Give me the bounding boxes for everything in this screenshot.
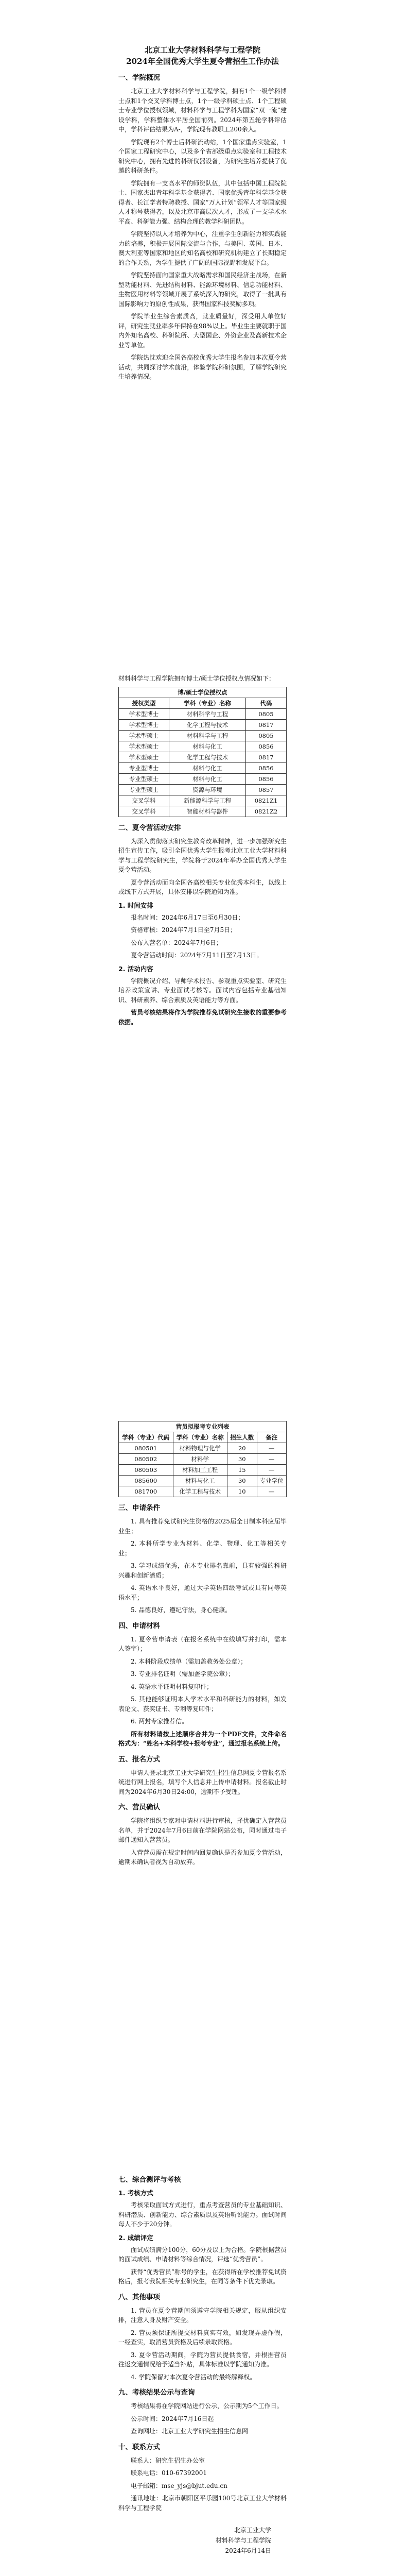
paragraph: 2. 本科阶段成绩单（需加盖教务处公章）；: [131, 1657, 247, 1665]
table-cell: 材料与化工: [169, 741, 246, 752]
section-heading-confirmation: 六、营员确认: [118, 1803, 160, 1811]
table-row: [119, 795, 287, 806]
table-cell: 15: [227, 1465, 257, 1476]
table-cell: 081700: [119, 1486, 173, 1497]
table-cell: 学术型硕士: [119, 752, 169, 762]
table-title: 博/硕士学位授权点: [119, 687, 287, 698]
paragraph: 4. 英语水平证明材料复印件；: [131, 1683, 213, 1690]
paragraph: 学院拥有一支高水平的师资队伍，其中包括中国工程院院士、国家杰出青年科学基金获得者、国家优秀青年科学基金获得者、长江学者特聘教授、国家“万人计划”领军人才等国家级人才称号获得者，以及北京市高层次人才，形成了一支学术水平高、科研能力强、结构合理的教学科研团队。: [118, 179, 287, 225]
table-row: [119, 784, 287, 795]
contact-line: 联系电话：010-67392001: [131, 2469, 207, 2477]
table-cell: 10: [227, 1486, 257, 1497]
table-cell: 新能源科学与工程: [169, 795, 246, 806]
paragraph: 学院热忱欢迎全国各高校优秀大学生报名参加本次夏令营活动，共同探讨学术前沿，体验学院科研氛围，了解学院研究生培养情况。: [118, 354, 287, 380]
list-item: 资格审核：2024年7月1日至7月5日；: [131, 926, 237, 934]
document-sheet-4: [0, 2148, 405, 2576]
paragraph: 公示时间：2024年7月16日起: [131, 2415, 214, 2422]
table-cell: 080503: [119, 1465, 173, 1476]
table-row: [119, 741, 287, 752]
paragraph: 6. 两封专家推荐信。: [131, 1718, 188, 1725]
table-row: [119, 1443, 287, 1454]
table-cell: 交叉学科: [119, 806, 169, 817]
paragraph: 学院概况介绍、导师学术报告、参观重点实验室、研究生培养政策宣讲、专业面试考核等。面试内容包括专业基础知识、科研素养、综合素质及英语能力等方面。: [118, 977, 287, 1004]
paragraph: 获得“优秀营员”称号的学生，在获得所在学校推荐免试资格后，报考我院相关专业研究生，在同等条件下优先录取。: [118, 2268, 287, 2285]
table-cell: 化学工程与技术: [169, 752, 246, 762]
contact-line: 电子邮箱：mse_yjs@bjut.edu.cn: [131, 2482, 227, 2489]
section-heading-camp-arrangement: 二、夏令营活动安排: [118, 823, 181, 832]
major-list-table: [118, 1421, 287, 1497]
table-header: 备注: [257, 1432, 286, 1443]
table-cell: —: [257, 1465, 286, 1476]
paragraph: 5. 其他能够证明本人学术水平和科研能力的材料，如发表论文、获奖证书、专利等复印件；: [118, 1696, 287, 1713]
table-cell: 0817: [245, 719, 286, 730]
paragraph: 3. 专业排名证明（需加盖学院公章）；: [131, 1670, 235, 1677]
section-heading-materials: 四、申请材料: [118, 1621, 160, 1630]
signature-org-1: 北京工业大学: [234, 2527, 271, 2534]
table-row: [119, 806, 287, 817]
paragraph: 查询网址：北京工业大学研究生招生信息网: [131, 2428, 249, 2435]
paragraph: 北京工业大学材料科学与工程学院，拥有1个一级学科博士点和1个交叉学科博士点，1个一级学科硕士点、1个工程硕士专业学位授权领域，材料科学与工程学科为国家“双一流”建设学科，学科整体水平居全国前列。2024年第五轮学科评估中，学科评估结果为A-，学院现有教职工200余人。: [118, 88, 287, 133]
table-cell: 0817: [245, 752, 286, 762]
table-row: [119, 1465, 287, 1476]
paragraph: 学院现有2个博士后科研流动站，1个国家重点实验室，1个国家工程研究中心，以及多个省部级重点实验室和工程技术研究中心，拥有先进的科研仪器设备，为研究生培养提供了优越的科研条件。: [118, 138, 287, 174]
paragraph: 为深入贯彻落实研究生教育改革精神，进一步加强研究生招生宣传工作，吸引全国优秀大学生报考北京工业大学材料科学与工程学院研究生，学院将于2024年举办全国优秀大学生夏令营活动。: [118, 837, 287, 873]
paragraph: 5. 品德良好，遵纪守法，身心健康。: [131, 1606, 232, 1614]
table-cell: 材料加工工程: [173, 1465, 227, 1476]
table-header: 代码: [245, 698, 286, 708]
table-header: 学科（专业）代码: [119, 1432, 173, 1443]
table-header: 招生人数: [227, 1432, 257, 1443]
table-cell: 0856: [245, 773, 286, 784]
subheading-score: 2. 成绩评定: [118, 2233, 153, 2242]
table-row: [119, 752, 287, 762]
table-cell: 材料物理与化学: [173, 1443, 227, 1454]
subheading-schedule: 1. 时间安排: [118, 901, 153, 909]
table-row: [119, 719, 287, 730]
table-row: [119, 730, 287, 741]
table-row: [119, 773, 287, 784]
table-cell: —: [257, 1443, 286, 1454]
document-title-line-1: 北京工业大学材料科学与工程学院: [144, 45, 260, 55]
paragraph: 1. 夏令营申请表（在报名系统中在线填写并打印，需本人签字）；: [118, 1635, 287, 1652]
table-cell: 学术型博士: [119, 719, 169, 730]
table-cell: 专业型硕士: [119, 773, 169, 784]
subheading-assessment-method: 1. 考核方式: [118, 2189, 153, 2197]
signature-org-2: 材料科学与工程学院: [215, 2537, 271, 2544]
section-heading-contact: 十、联系方式: [118, 2443, 160, 2451]
signature-date: 2024年6月14日: [225, 2547, 271, 2554]
paragraph: 学院坚持以人才培养为中心，注重学生创新能力和实践能力的培养，积极开展国际交流与合作，与美国、英国、日本、澳大利亚等国家和地区的知名高校和研究机构建立了长期稳定的合作关系，为学生提供了广阔的国际视野和发展平台。: [118, 230, 287, 266]
table-cell: 080501: [119, 1443, 173, 1454]
table-cell: 资源与环境: [169, 784, 246, 795]
table-cell: 0821Z2: [245, 806, 286, 817]
paragraph: 1. 具有推荐免试研究生资格的2025届全日制本科应届毕业生；: [118, 1518, 287, 1535]
table-cell: 专业型硕士: [119, 784, 169, 795]
document-title-line-2: 2024年全国优秀大学生夏令营招生工作办法: [126, 57, 279, 66]
table-row: [119, 1454, 287, 1465]
table-cell: 专业型博士: [119, 762, 169, 773]
table-cell: 0821Z1: [245, 795, 286, 806]
table-header: 授权类型: [119, 698, 169, 708]
table-cell: 材料与化工: [173, 1476, 227, 1486]
paragraph: 营员考核结果将作为学院推荐免试研究生接收的重要参考依据。: [118, 1009, 287, 1026]
contact-line: 联系人：研究生招生办公室: [131, 2456, 205, 2464]
table-header: 学科（专业）名称: [169, 698, 246, 708]
table-cell: —: [257, 1454, 286, 1465]
table-cell: 化学工程与技术: [169, 719, 246, 730]
table-cell: 学术型博士: [119, 708, 169, 719]
table-cell: 智能材料与器件: [169, 806, 246, 817]
table-row: [119, 1486, 287, 1497]
table-cell: 0805: [245, 730, 286, 741]
paragraph: 入营营员需在规定时间内回复确认是否参加夏令营活动，逾期未确认者视为自动放弃。: [118, 1849, 287, 1866]
contact-line: 通讯地址：北京市朝阳区平乐园100号北京工业大学材料科学与工程学院: [118, 2495, 287, 2512]
table-cell: 0857: [245, 784, 286, 795]
paragraph: 学院坚持面向国家重大战略需求和国民经济主战场，在新型功能材料、先进结构材料、能源环境材料、信息功能材料、生物医用材料等领域开展了系统深入的研究，取得了一批具有国际影响力的原创性成果，获得国家科技奖励多项。: [118, 272, 287, 308]
paragraph: 夏令营活动面向全国各高校相关专业优秀本科生，以线上或线下方式开展，具体安排以学院通知为准。: [118, 878, 287, 895]
paragraph: 考核采取面试方式进行，重点考查营员的专业基础知识、科研潜质、创新能力、综合素质以及英语听说能力。面试时间每人不少于20分钟。: [118, 2201, 287, 2228]
table-cell: 30: [227, 1454, 257, 1465]
table-cell: 材料科学与工程: [169, 708, 246, 719]
subheading-activities: 2. 活动内容: [118, 964, 153, 973]
paragraph: 考核结果将在学院网站进行公示，公示期为5个工作日。: [131, 2402, 283, 2410]
paragraph: 面试成绩满分100分，60分及以上为合格。学院根据营员的面试成绩、申请材料等综合情况，评选“优秀营员”。: [118, 2246, 287, 2263]
table-row: [119, 708, 287, 719]
table-cell: 交叉学科: [119, 795, 169, 806]
table-title: 营员拟报考专业列表: [119, 1421, 287, 1432]
section-heading-registration: 五、报名方式: [118, 1755, 160, 1764]
paragraph: 学院毕业生综合素质高，就业质量好，深受用人单位好评，研究生就业率多年保持在98%以上。毕业生主要就职于国内外知名高校、科研院所、大型国企、外资企业及高新技术企业等单位。: [118, 313, 287, 349]
table-cell: 材料与化工: [169, 773, 246, 784]
table-cell: 材料科学与工程: [169, 730, 246, 741]
list-item: 公布入营名单：2024年7月6日；: [131, 939, 222, 946]
paragraph: 1. 营员在夏令营期间须遵守学院相关规定，服从组织安排，注意人身及财产安全。: [118, 2307, 287, 2324]
paragraph: 学院将组织专家对申请材料进行审核，择优确定入营营员名单，并于2024年7月6日前在学院网站公布，同时通过电子邮件通知入营营员。: [118, 1817, 287, 1843]
paragraph: 4. 学院保留对本次夏令营活动的最终解释权。: [131, 2373, 256, 2381]
paragraph: 3. 夏令营活动期间，学院为营员提供食宿，并根据营员往返交通情况给予适当补贴，具体标准以学院通知为准。: [118, 2351, 287, 2368]
section-heading-results: 九、考核结果公示与查询: [118, 2388, 195, 2397]
list-item: 夏令营活动时间：2024年7月11日至7月13日。: [131, 952, 263, 959]
table-cell: —: [257, 1486, 286, 1497]
section-heading-other: 八、其他事项: [118, 2293, 160, 2301]
table-cell: 0805: [245, 708, 286, 719]
table-cell: 学术型硕士: [119, 741, 169, 752]
table-cell: 材料学: [173, 1454, 227, 1465]
paragraph: 申请人登录北京工业大学研究生招生信息网夏令营报名系统进行网上报名，填写个人信息并上传申请材料。报名截止时间为2024年6月30日24:00，逾期不予受理。: [118, 1769, 287, 1795]
table-row: [119, 1476, 287, 1486]
table-cell: 0856: [245, 762, 286, 773]
table-cell: 化学工程与技术: [173, 1486, 227, 1497]
list-item: 报名时间：2024年6月17日至6月30日；: [131, 913, 244, 921]
section-heading-eligibility: 三、申请条件: [118, 1504, 160, 1512]
table-cell: 0856: [245, 741, 286, 752]
paragraph: 所有材料请按上述顺序合并为一个PDF文件，文件命名格式为：“姓名+本科学校+报考专业”，通过报名系统上传。: [118, 1730, 287, 1747]
section-heading-assessment: 七、综合测评与考核: [118, 2176, 181, 2184]
paragraph: 3. 学习成绩优秀，在本专业排名靠前，具有较强的科研兴趣和创新潜质；: [118, 1562, 287, 1579]
table-header: 学科（专业）名称: [173, 1432, 227, 1443]
paragraph: 4. 英语水平良好，通过大学英语四级考试或具有同等英语水平；: [118, 1584, 287, 1601]
table-caption: 材料科学与工程学院拥有博士/硕士学位授权点情况如下：: [118, 675, 275, 682]
table-cell: 专业学位: [257, 1476, 286, 1486]
paragraph: 2. 本科所学专业为材料、化学、物理、化工等相关专业；: [118, 1540, 287, 1557]
document-sheet-3: [0, 1400, 405, 2148]
document-sheet-2: [0, 653, 405, 1400]
table-cell: 30: [227, 1476, 257, 1486]
paragraph: 2. 营员须保证所提交材料真实有效，如发现弄虚作假，一经查实，取消营员资格及后续录取资格。: [118, 2329, 287, 2346]
table-cell: 080502: [119, 1454, 173, 1465]
degree-authorization-table: [118, 687, 287, 817]
table-row: [119, 762, 287, 773]
table-cell: 学术型硕士: [119, 730, 169, 741]
document-sheet-1: [0, 0, 405, 653]
table-cell: 20: [227, 1443, 257, 1454]
section-heading-overview: 一、学院概况: [118, 74, 160, 82]
table-cell: 085600: [119, 1476, 173, 1486]
table-cell: 材料与化工: [169, 762, 246, 773]
